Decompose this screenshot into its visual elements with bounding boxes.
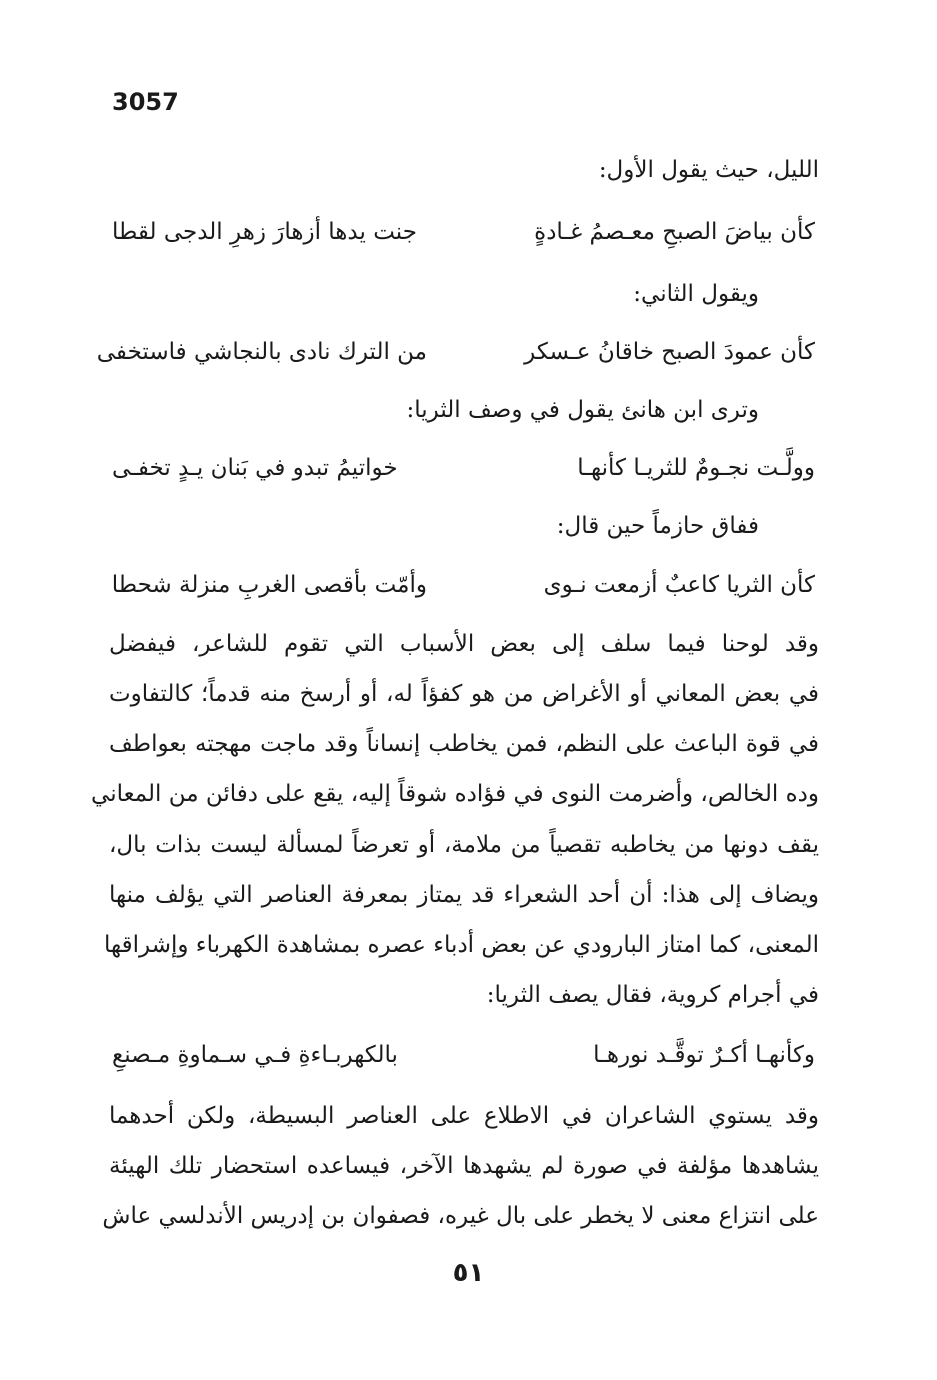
verse-3-first-hemistich: وولَّـت نجـومٌ للثريـا كأنهـا	[577, 455, 815, 481]
paragraph-1-line-1: وقد لوحنا فيما سلف إلى بعض الأسباب التي تقوم للشاعر، فيفضل	[109, 631, 819, 657]
intro-line: الليل، حيث يقول الأول:	[598, 157, 819, 183]
paragraph-1-line-7: المعنى، كما امتاز البارودي عن بعض أدباء عصره بمشاهدة الكهرباء وإشراقها	[104, 932, 819, 958]
paragraph-1-line-4: وده الخالص، وأضرمت النوى في فؤاده شوقاً إليه، يقع على دفائن من المعاني	[91, 781, 819, 807]
paragraph-1-line-6: ويضاف إلى هذا: أن أحد الشعراء قد يمتاز بمعرفة العناصر التي يؤلف منها	[109, 882, 819, 908]
page-id-stamp: 3057	[112, 88, 179, 116]
verse-1-first-hemistich: كأن بياضَ الصبحِ معـصمُ غـادةٍ	[534, 219, 815, 245]
paragraph-2-line-3: على انتزاع معنى لا يخطر على بال غيره، فصفوان بن إدريس الأندلسي عاش	[102, 1203, 819, 1229]
paragraph-1-line-2: في بعض المعاني أو الأغراض من هو كفؤاً له، أو أرسخ منه قدماً؛ كالتفاوت	[109, 681, 819, 707]
paragraph-2-line-1: وقد يستوي الشاعران في الاطلاع على العناصر البسيطة، ولكن أحدهما	[109, 1103, 819, 1129]
verse-5-first-hemistich: وكأنهـا أكـرٌ توقَّـد نورهـا	[593, 1042, 815, 1068]
verse-4-second-hemistich: وأمّت بأقصى الغربِ منزلة شحطا	[111, 572, 427, 598]
verse-2-first-hemistich: كأن عمودَ الصبح خاقانُ عـسكر	[524, 339, 815, 365]
verse-5-second-hemistich: بالكهربـاءةِ فـي سـماوةِ مـصنعِ	[112, 1042, 398, 1068]
ibn-hani-intro: وترى ابن هانئ يقول في وصف الثريا:	[406, 397, 759, 423]
paragraph-1-line-3: في قوة الباعث على النظم، فمن يخاطب إنساناً وقد ماجت مهجته بعواطف	[109, 731, 819, 757]
verse-2-second-hemistich: من الترك نادى بالنجاشي فاستخفى	[96, 339, 427, 365]
page-number: ٥١	[452, 1258, 485, 1288]
paragraph-2-line-2: يشاهدها مؤلفة في صورة لم يشهدها الآخر، فيساعده استحضار تلك الهيئة	[109, 1153, 819, 1179]
hazim-intro: ففاق حازماً حين قال:	[556, 513, 759, 539]
paragraph-1-line-5: يقف دونها من يخاطبه تقصياً من ملامة، أو تعرضاً لمسألة ليست بذات بال،	[109, 832, 819, 858]
verse-3-second-hemistich: خواتيمُ تبدو في بَنان يـدٍ تخفـى	[112, 455, 398, 481]
paragraph-1-line-8: في أجرام كروية، فقال يصف الثريا:	[486, 982, 819, 1008]
second-poet-intro: ويقول الثاني:	[633, 281, 759, 307]
verse-4-first-hemistich: كأن الثريا كاعبٌ أزمعت نـوى	[543, 572, 815, 598]
verse-1-second-hemistich: جنت يدها أزهارَ زهرِ الدجى لقطا	[112, 219, 417, 245]
